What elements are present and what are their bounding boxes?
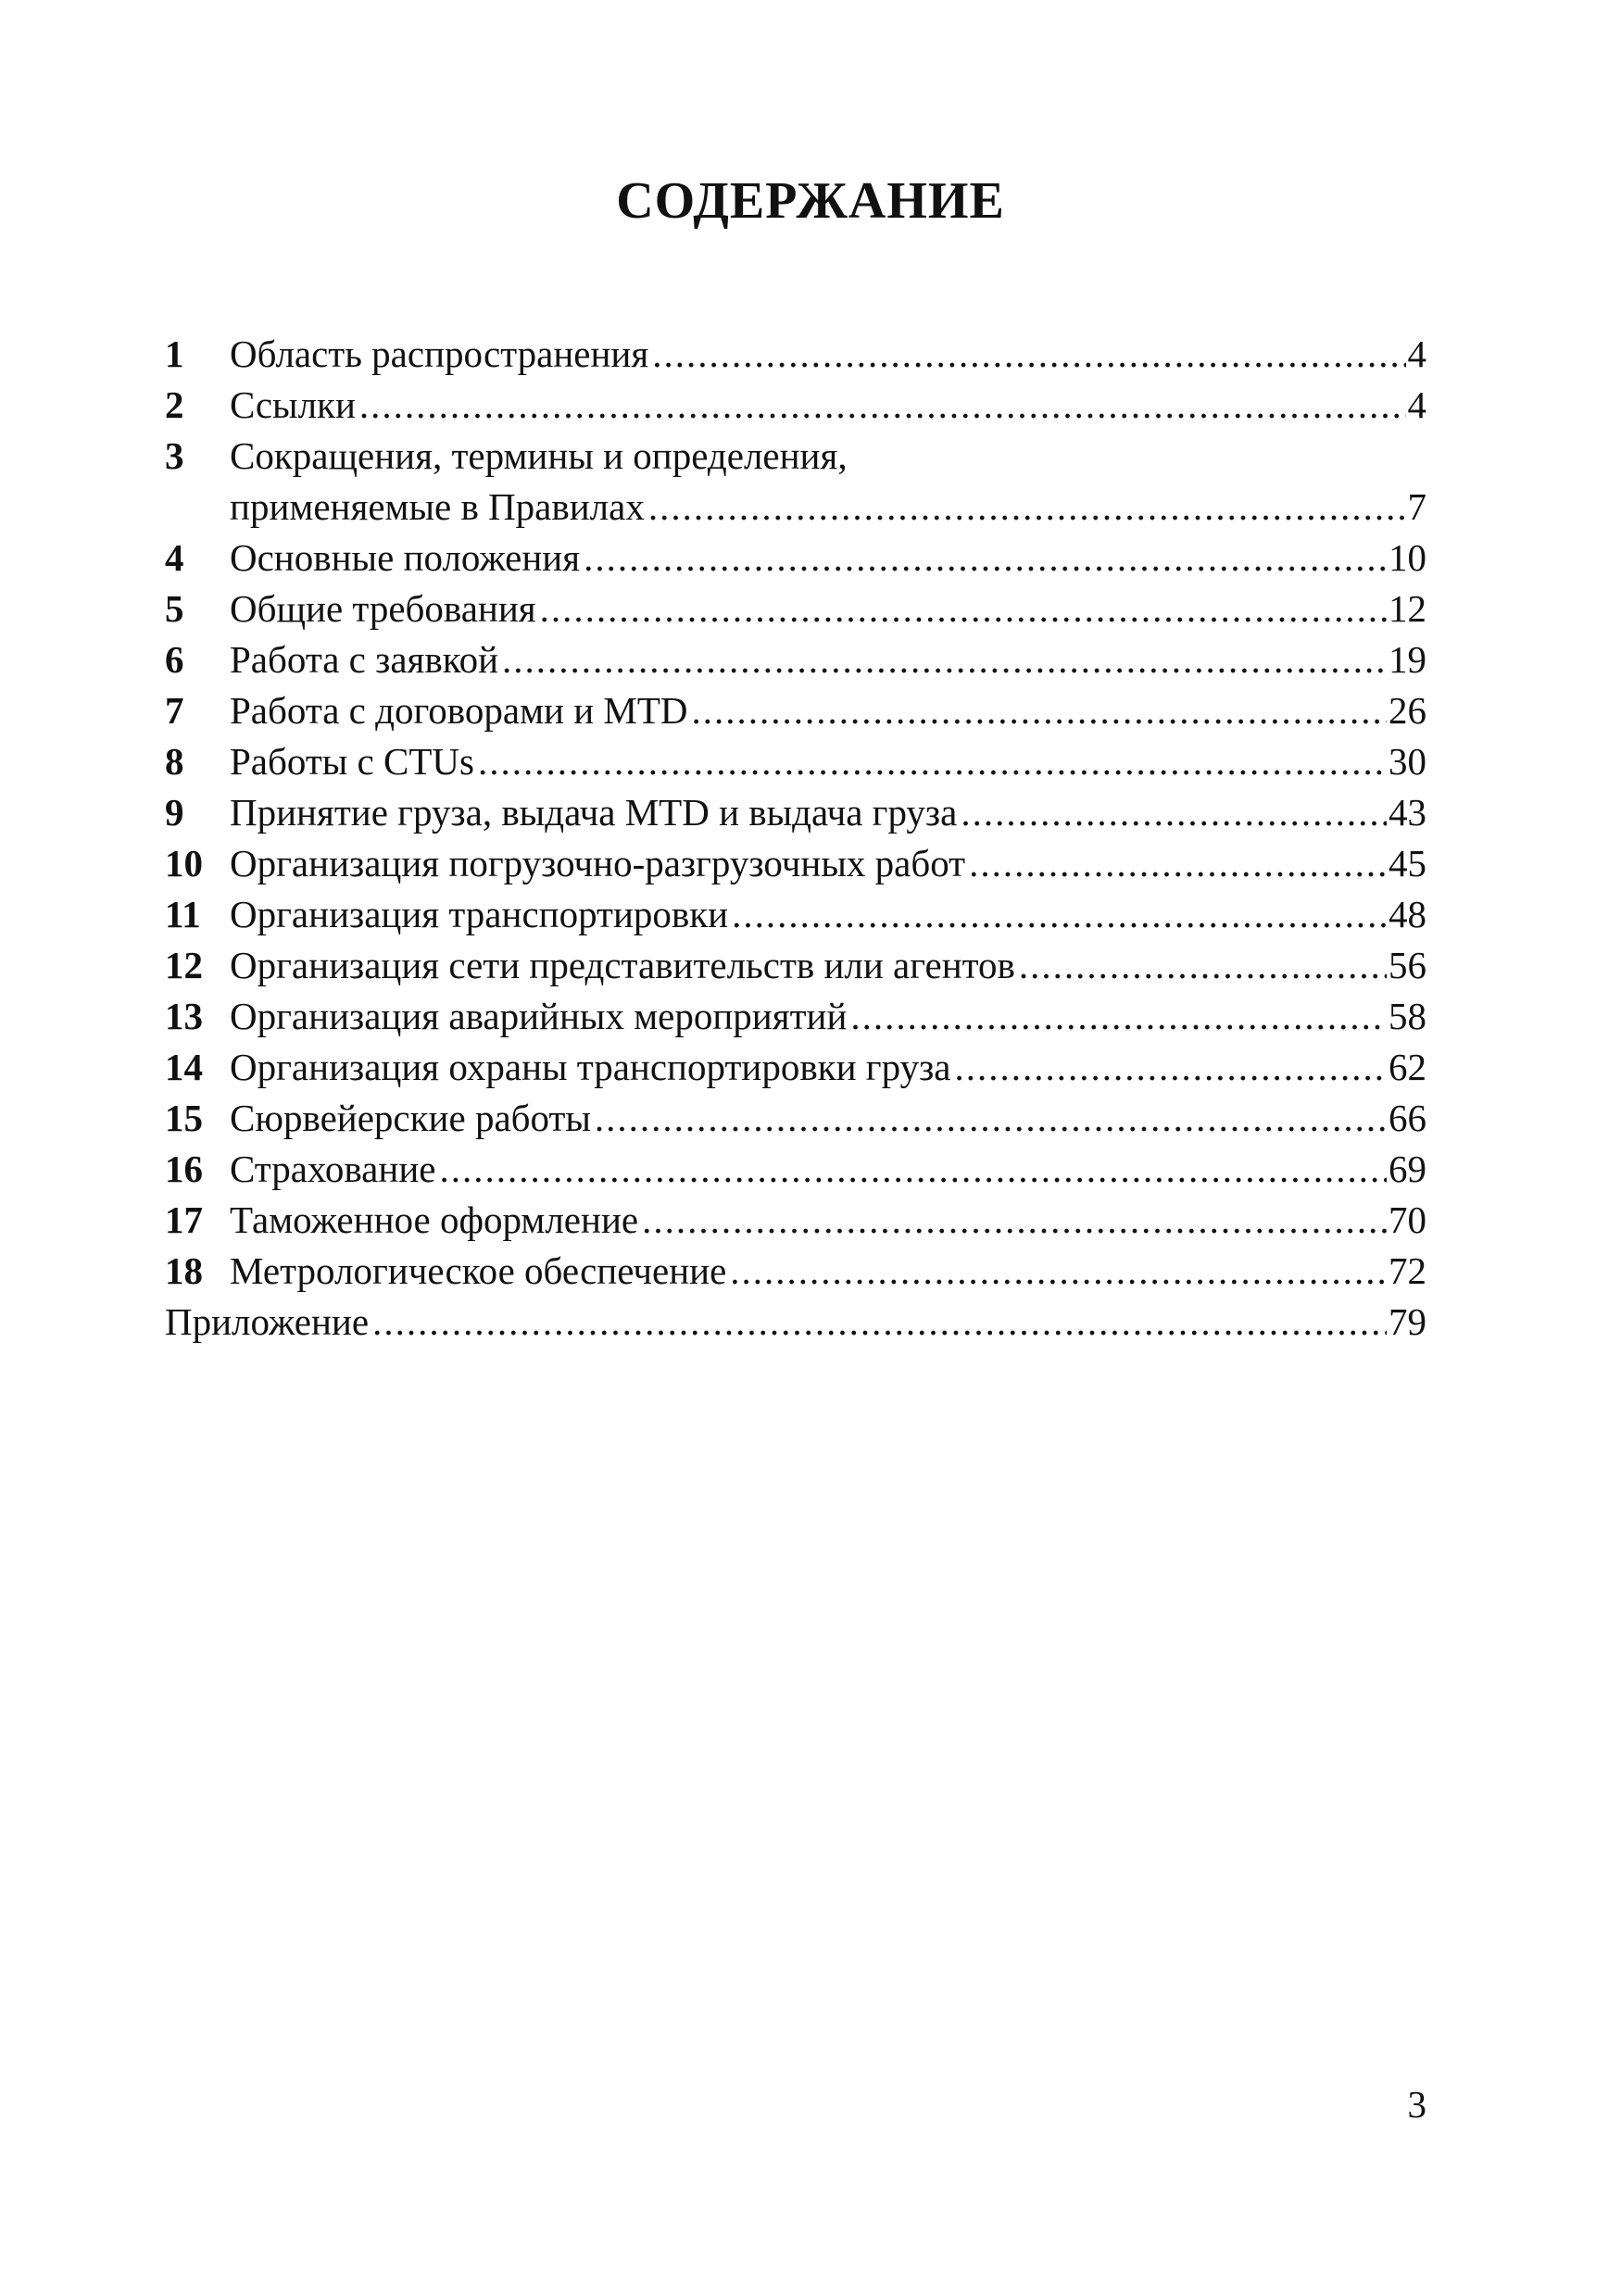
toc-entry-9[interactable] (165, 787, 1426, 838)
toc-entry-11[interactable] (165, 889, 1426, 940)
toc-entry-label: применяемые в Правилах (230, 485, 645, 528)
toc-entry-page: 66 (1389, 1097, 1426, 1139)
dot-leader (540, 583, 1387, 634)
dot-leader (1019, 940, 1387, 991)
toc-entry-page: 45 (1389, 842, 1426, 885)
toc-entry-page: 10 (1389, 536, 1426, 579)
toc-entry-label: Приложение (165, 1300, 370, 1343)
toc-entry-number: 11 (165, 893, 201, 935)
toc-entry-page: 19 (1389, 638, 1426, 681)
dot-leader (732, 889, 1387, 940)
toc-entry-label: Организация погрузочно-разгрузочных работ (230, 842, 966, 885)
toc-entry-number: 10 (165, 842, 203, 885)
toc-entry-number: 9 (165, 791, 184, 834)
toc-entry-label: Работа с заявкой (230, 638, 499, 681)
dot-leader (692, 685, 1387, 736)
toc-entry-appendix[interactable] (165, 1297, 1426, 1348)
dot-leader (439, 1144, 1387, 1195)
toc-entry-label: Ссылки (230, 383, 356, 426)
toc-entry-page: 4 (1407, 383, 1426, 426)
toc-entry-number: 2 (165, 383, 184, 426)
toc-entry-number: 16 (165, 1148, 203, 1190)
toc-entry-label: Организация охраны транспортировки груза (230, 1046, 951, 1088)
toc-entry-3[interactable] (165, 431, 1426, 533)
dot-leader (502, 634, 1387, 685)
dot-leader (730, 1246, 1387, 1297)
dot-leader (648, 482, 1406, 533)
toc-entry-8[interactable] (165, 736, 1426, 787)
toc-entry-label: Сюрвейерские работы (230, 1097, 591, 1139)
toc-entry-10[interactable] (165, 838, 1426, 889)
toc-entry-label: Организация транспортировки (230, 893, 729, 935)
dot-leader (954, 1042, 1387, 1093)
dot-leader (969, 838, 1387, 889)
dot-leader (642, 1195, 1387, 1246)
toc-entry-label: Область распространения (230, 332, 649, 375)
toc-entry-label: Таможенное оформление (230, 1198, 639, 1241)
toc-entry-label: Основные положения (230, 536, 581, 579)
dot-leader (584, 533, 1387, 583)
dot-leader (478, 736, 1387, 787)
toc-entry-number: 4 (165, 536, 184, 579)
toc-entry-17[interactable] (165, 1195, 1426, 1246)
toc-entry-page: 48 (1389, 893, 1426, 935)
toc-entry-14[interactable] (165, 1042, 1426, 1093)
toc-entry-2[interactable] (165, 380, 1426, 431)
dot-leader (850, 991, 1387, 1042)
toc-entry-16[interactable] (165, 1144, 1426, 1195)
toc-entry-4[interactable] (165, 533, 1426, 583)
toc-entry-page: 43 (1389, 791, 1426, 834)
toc-entry-12[interactable] (165, 940, 1426, 991)
dot-leader (595, 1093, 1387, 1144)
toc-entry-6[interactable] (165, 634, 1426, 685)
toc-entry-5[interactable] (165, 583, 1426, 634)
toc-entry-number: 12 (165, 944, 203, 986)
toc-entry-page: 12 (1389, 587, 1426, 630)
toc-entry-number: 5 (165, 587, 184, 630)
toc-entry-label-line1: Сокращения, термины и определения, (230, 434, 848, 477)
toc-entry-number: 18 (165, 1249, 203, 1292)
toc-entry-number: 1 (165, 332, 184, 375)
toc-entry-number: 7 (165, 689, 184, 732)
toc-entry-number: 3 (165, 434, 184, 477)
toc-entry-label: Страхование (230, 1148, 436, 1190)
toc-entry-page: 26 (1389, 689, 1426, 732)
toc-entry-page: 7 (1407, 485, 1426, 528)
toc-entry-page: 4 (1407, 332, 1426, 375)
toc-entry-number: 6 (165, 638, 184, 681)
toc-entry-13[interactable] (165, 991, 1426, 1042)
toc-entry-18[interactable] (165, 1246, 1426, 1297)
toc-entry-label: Общие требования (230, 587, 536, 630)
toc-entry-page: 58 (1389, 995, 1426, 1037)
toc-entry-1[interactable] (165, 329, 1426, 380)
toc-entry-page: 56 (1389, 944, 1426, 986)
toc-entry-page: 62 (1389, 1046, 1426, 1088)
toc-entry-label: Работы с CTUs (230, 740, 474, 783)
toc-entry-page: 70 (1389, 1198, 1426, 1241)
toc-entry-label: Принятие груза, выдача MTD и выдача груза (230, 791, 958, 834)
dot-leader (961, 787, 1387, 838)
toc-entry-7[interactable] (165, 685, 1426, 736)
dot-leader (652, 329, 1405, 380)
toc-entry-15[interactable] (165, 1093, 1426, 1144)
toc-entry-number: 17 (165, 1198, 203, 1241)
toc-entry-number: 14 (165, 1046, 203, 1088)
toc-entry-page: 79 (1389, 1300, 1426, 1343)
toc-entry-page: 30 (1389, 740, 1426, 783)
toc-entry-label: Организация аварийных мероприятий (230, 995, 848, 1037)
page-number: 3 (1407, 2083, 1426, 2126)
toc-entry-label: Организация сети представительств или агентов (230, 944, 1015, 986)
toc-entry-number: 8 (165, 740, 184, 783)
dot-leader (359, 380, 1406, 431)
toc-entry-page: 72 (1389, 1249, 1426, 1292)
toc-entry-label: Метрологическое обеспечение (230, 1249, 727, 1292)
toc-entry-page: 69 (1389, 1148, 1426, 1190)
toc-entry-label: Работа с договорами и MTD (230, 689, 688, 732)
toc-entry-number: 13 (165, 995, 203, 1037)
page-title: СОДЕРЖАНИЕ (616, 172, 1005, 230)
table-of-contents (165, 329, 1426, 1348)
dot-leader (372, 1297, 1387, 1348)
toc-entry-number: 15 (165, 1097, 203, 1139)
